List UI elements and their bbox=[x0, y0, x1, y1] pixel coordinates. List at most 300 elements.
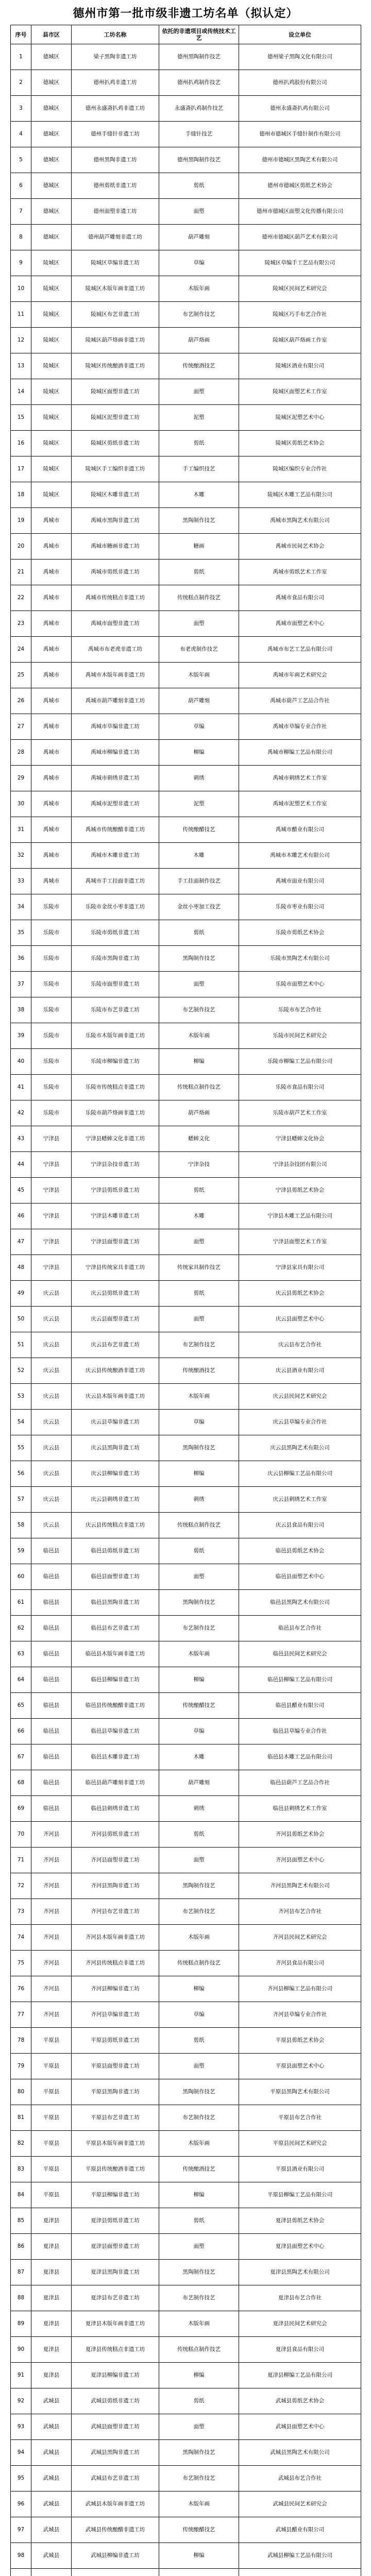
cell-index: 81 bbox=[11, 2105, 31, 2131]
cell-index: 44 bbox=[11, 1152, 31, 1178]
cell-index: 3 bbox=[11, 96, 31, 122]
cell-establishing-unit: 陵城区民间艺术研究会 bbox=[239, 276, 361, 302]
cell-heritage-item: 布艺制作技艺 bbox=[159, 302, 239, 328]
cell-index: 14 bbox=[11, 379, 31, 405]
cell-establishing-unit: 临邑县布艺合作社 bbox=[239, 1616, 361, 1641]
cell-establishing-unit: 禹城市面塑艺术中心 bbox=[239, 611, 361, 637]
cell-heritage-item: 传统酿酒技艺 bbox=[159, 1358, 239, 1384]
cell-establishing-unit: 平原县民间艺术研究会 bbox=[239, 2131, 361, 2157]
table-row bbox=[11, 379, 361, 405]
cell-index: 71 bbox=[11, 1848, 31, 1873]
cell-index: 79 bbox=[11, 2054, 31, 2079]
cell-establishing-unit: 乐陵市黑陶艺术有限公司 bbox=[239, 946, 361, 972]
cell-heritage-item: 面塑 bbox=[159, 1564, 239, 1590]
cell-workshop-name: 临邑县草编非遗工坊 bbox=[72, 1719, 159, 1744]
cell-index: 65 bbox=[11, 1693, 31, 1719]
cell-heritage-item: 糖画 bbox=[159, 534, 239, 560]
cell-workshop-name: 宁津县杂技非遗工坊 bbox=[72, 1152, 159, 1178]
cell-workshop-name: 宁津县传统家具非遗工坊 bbox=[72, 1255, 159, 1281]
cell-heritage-item: 葫芦雕刻 bbox=[159, 225, 239, 250]
cell-establishing-unit: 陵城区酒业有限公司 bbox=[239, 353, 361, 379]
cell-index: 4 bbox=[11, 122, 31, 147]
table-row bbox=[11, 1513, 361, 1538]
cell-index: 8 bbox=[11, 225, 31, 250]
cell-heritage-item: 木雕 bbox=[159, 843, 239, 869]
cell-heritage-item: 黑陶制作技艺 bbox=[159, 1435, 239, 1461]
cell-index: 74 bbox=[11, 1925, 31, 1951]
cell-heritage-item: 剪纸 bbox=[159, 1822, 239, 1848]
cell-county: 夏津县 bbox=[31, 2337, 72, 2363]
cell-heritage-item: 面塑 bbox=[159, 972, 239, 997]
cell-workshop-name: 德州黑陶非遗工坊 bbox=[72, 147, 159, 173]
table-row bbox=[11, 2260, 361, 2285]
cell-workshop-name: 夏津县黑陶非遗工坊 bbox=[72, 2260, 159, 2285]
cell-heritage-item: 面塑 bbox=[159, 2234, 239, 2260]
cell-county: 乐陵市 bbox=[31, 997, 72, 1023]
header-heritage-item: 依托的非遗项目或传统技术工艺 bbox=[159, 25, 239, 44]
cell-county: 德城区 bbox=[31, 225, 72, 250]
cell-heritage-item: 葫芦雕刻 bbox=[159, 1770, 239, 1796]
cell-county: 陵城区 bbox=[31, 328, 72, 353]
cell-workshop-name: 临邑县剪纸非遗工坊 bbox=[72, 1538, 159, 1564]
cell-index: 50 bbox=[11, 1307, 31, 1332]
cell-workshop-name: 武城县布艺非遗工坊 bbox=[72, 2466, 159, 2492]
cell-workshop-name: 禹城市木版年画非遗工坊 bbox=[72, 663, 159, 688]
cell-workshop-name: 乐陵市传统糕点非遗工坊 bbox=[72, 1075, 159, 1100]
cell-index: 36 bbox=[11, 946, 31, 972]
cell-workshop-name: 临邑县面塑非遗工坊 bbox=[72, 1564, 159, 1590]
cell-workshop-name: 齐河县草编非遗工坊 bbox=[72, 2002, 159, 2028]
cell-workshop-name: 乐陵市剪纸非遗工坊 bbox=[72, 920, 159, 946]
cell-establishing-unit: 乐陵市葫芦艺术工作室 bbox=[239, 1100, 361, 1126]
cell-heritage-item: 面塑 bbox=[159, 1848, 239, 1873]
cell-heritage-item: 德州扒鸡制作技艺 bbox=[159, 70, 239, 96]
cell-county: 临邑县 bbox=[31, 1667, 72, 1693]
cell-heritage-item: 柳编 bbox=[159, 1976, 239, 2002]
cell-index: 94 bbox=[11, 2440, 31, 2466]
cell-establishing-unit: 德州市德城区手缝针制作有限公司 bbox=[239, 122, 361, 147]
table-row bbox=[11, 1384, 361, 1410]
cell-index: 68 bbox=[11, 1770, 31, 1796]
cell-establishing-unit: 临邑县草编专业合作社 bbox=[239, 1719, 361, 1744]
table-row bbox=[11, 1100, 361, 1126]
cell-county: 禹城市 bbox=[31, 817, 72, 843]
table-header bbox=[11, 25, 361, 44]
cell-establishing-unit: 齐河县面塑艺术中心 bbox=[239, 1848, 361, 1873]
table-row bbox=[11, 585, 361, 611]
cell-index: 69 bbox=[11, 1796, 31, 1822]
cell-county: 夏津县 bbox=[31, 2311, 72, 2337]
cell-establishing-unit: 禹城市食品有限公司 bbox=[239, 585, 361, 611]
cell-heritage-item: 面塑 bbox=[159, 199, 239, 225]
cell-workshop-name: 齐河县柳编非遗工坊 bbox=[72, 1976, 159, 2002]
cell-workshop-name: 临邑县布艺非遗工坊 bbox=[72, 1616, 159, 1641]
cell-index: 97 bbox=[11, 2517, 31, 2543]
cell-heritage-item: 木雕 bbox=[159, 1204, 239, 1229]
cell-index: 61 bbox=[11, 1590, 31, 1616]
cell-heritage-item: 面塑 bbox=[159, 2414, 239, 2440]
table-row bbox=[11, 1229, 361, 1255]
cell-index: 52 bbox=[11, 1358, 31, 1384]
cell-workshop-name: 平原县木版年画非遗工坊 bbox=[72, 2131, 159, 2157]
cell-establishing-unit: 临邑县醋业有限公司 bbox=[239, 1693, 361, 1719]
cell-county: 齐河县 bbox=[31, 1848, 72, 1873]
cell-establishing-unit: 夏津县剪纸艺术协会 bbox=[239, 2208, 361, 2234]
table-row bbox=[11, 147, 361, 173]
cell-heritage-item: 传统糕点制作技艺 bbox=[159, 1513, 239, 1538]
cell-establishing-unit bbox=[239, 2569, 361, 2576]
table-row bbox=[11, 1204, 361, 1229]
cell-workshop-name: 禹城市葫芦雕刻非遗工坊 bbox=[72, 688, 159, 714]
cell-establishing-unit: 临邑县面塑艺术中心 bbox=[239, 1564, 361, 1590]
cell-workshop-name: 平原县传统酿酒非遗工坊 bbox=[72, 2157, 159, 2182]
cell-heritage-item: 布艺制作技艺 bbox=[159, 1899, 239, 1925]
cell-workshop-name: 齐河县木版年画非遗工坊 bbox=[72, 1925, 159, 1951]
cell-establishing-unit: 齐河县黑陶艺术有限公司 bbox=[239, 1873, 361, 1899]
cell-index: 92 bbox=[11, 2388, 31, 2414]
cell-heritage-item: 面塑 bbox=[159, 379, 239, 405]
cell-index: 42 bbox=[11, 1100, 31, 1126]
cell-index: 62 bbox=[11, 1616, 31, 1641]
cell-heritage-item: 草编 bbox=[159, 250, 239, 276]
cell-workshop-name: 禹城市泥塑非遗工坊 bbox=[72, 791, 159, 817]
cell-establishing-unit: 武城县民间艺术研究会 bbox=[239, 2492, 361, 2517]
table-row bbox=[11, 1152, 361, 1178]
cell-county: 临邑县 bbox=[31, 1616, 72, 1641]
cell-county: 禹城市 bbox=[31, 843, 72, 869]
table-row bbox=[11, 2028, 361, 2054]
cell-establishing-unit: 庆云县草编专业合作社 bbox=[239, 1410, 361, 1435]
cell-county: 宁津县 bbox=[31, 1204, 72, 1229]
cell-workshop-name: 齐河县黑陶非遗工坊 bbox=[72, 1873, 159, 1899]
cell-establishing-unit: 德州梁子黑陶文化有限公司 bbox=[239, 44, 361, 70]
cell-workshop-name: 梁子黑陶非遗工坊 bbox=[72, 44, 159, 70]
table-row bbox=[11, 225, 361, 250]
cell-index: 38 bbox=[11, 997, 31, 1023]
cell-county: 武城县 bbox=[31, 2517, 72, 2543]
table-row bbox=[11, 1719, 361, 1744]
cell-workshop-name: 禹城市柳编非遗工坊 bbox=[72, 740, 159, 766]
cell-index: 31 bbox=[11, 817, 31, 843]
table-row bbox=[11, 2002, 361, 2028]
cell-establishing-unit: 庆云县柳编工艺品有限公司 bbox=[239, 1461, 361, 1487]
cell-county: 庆云县 bbox=[31, 1513, 72, 1538]
table-row bbox=[11, 1358, 361, 1384]
table-row bbox=[11, 1255, 361, 1281]
cell-establishing-unit: 乐陵市柳编工艺品有限公司 bbox=[239, 1049, 361, 1075]
cell-heritage-item: 传统酿酒技艺 bbox=[159, 2157, 239, 2182]
cell-workshop-name: 夏津县柳编非遗工坊 bbox=[72, 2363, 159, 2388]
table-row bbox=[11, 70, 361, 96]
cell-establishing-unit: 乐陵市面塑艺术中心 bbox=[239, 972, 361, 997]
cell-index: 93 bbox=[11, 2414, 31, 2440]
cell-county: 临邑县 bbox=[31, 1564, 72, 1590]
cell-index: 95 bbox=[11, 2466, 31, 2492]
cell-workshop-name: 德州剪纸非遗工坊 bbox=[72, 173, 159, 199]
cell-county: 乐陵市 bbox=[31, 946, 72, 972]
cell-index: 28 bbox=[11, 740, 31, 766]
cell-establishing-unit: 乐陵市民间艺术研究会 bbox=[239, 1023, 361, 1049]
cell-county: 乐陵市 bbox=[31, 1023, 72, 1049]
table-row bbox=[11, 2440, 361, 2466]
cell-county: 禹城市 bbox=[31, 534, 72, 560]
cell-heritage-item: 剪纸 bbox=[159, 2028, 239, 2054]
cell-workshop-name: 陵城区木版年画非遗工坊 bbox=[72, 276, 159, 302]
cell-index: 48 bbox=[11, 1255, 31, 1281]
cell-index: 51 bbox=[11, 1332, 31, 1358]
cell-heritage-item: 蟋蟀文化 bbox=[159, 1126, 239, 1152]
cell-county: 夏津县 bbox=[31, 2234, 72, 2260]
cell-establishing-unit: 德州市德城区剪纸艺术协会 bbox=[239, 173, 361, 199]
cell-county: 临邑县 bbox=[31, 1641, 72, 1667]
cell-index: 82 bbox=[11, 2131, 31, 2157]
cell-heritage-item: 刺绣 bbox=[159, 1487, 239, 1513]
cell-workshop-name: 临邑县刺绣非遗工坊 bbox=[72, 1796, 159, 1822]
cell-workshop-name: 庆云县面塑非遗工坊 bbox=[72, 1307, 159, 1332]
cell-establishing-unit: 齐河县民间艺术研究会 bbox=[239, 1925, 361, 1951]
cell-heritage-item: 永盛斋扒鸡制作技艺 bbox=[159, 96, 239, 122]
table-row bbox=[11, 1744, 361, 1770]
cell-establishing-unit: 乐陵市食品有限公司 bbox=[239, 1075, 361, 1100]
cell-county: 宁津县 bbox=[31, 1229, 72, 1255]
cell-workshop-name: 武城县黑陶非遗工坊 bbox=[72, 2440, 159, 2466]
cell-index: 72 bbox=[11, 1873, 31, 1899]
table-row bbox=[11, 894, 361, 920]
cell-workshop-name: 乐陵市黑陶非遗工坊 bbox=[72, 946, 159, 972]
cell-establishing-unit: 陵城区剪纸艺术协会 bbox=[239, 431, 361, 456]
cell-workshop-name: 陵城区传统酿酒非遗工坊 bbox=[72, 353, 159, 379]
cell-establishing-unit: 禹城市木雕艺术有限公司 bbox=[239, 843, 361, 869]
cell-heritage-item: 布艺制作技艺 bbox=[159, 2285, 239, 2311]
table-row bbox=[11, 740, 361, 766]
cell-establishing-unit: 临邑县剪纸艺术协会 bbox=[239, 1538, 361, 1564]
cell-establishing-unit: 宁津县家具有限公司 bbox=[239, 1255, 361, 1281]
cell-establishing-unit: 禹城市剪纸艺术工作室 bbox=[239, 560, 361, 585]
cell-heritage-item: 面塑 bbox=[159, 2054, 239, 2079]
table-row bbox=[11, 2079, 361, 2105]
cell-establishing-unit: 宁津县蟋蟀文化协会 bbox=[239, 1126, 361, 1152]
cell-index: 12 bbox=[11, 328, 31, 353]
cell-establishing-unit: 宁津县木雕工艺品有限公司 bbox=[239, 1204, 361, 1229]
table-row bbox=[11, 1538, 361, 1564]
cell-county: 齐河县 bbox=[31, 1899, 72, 1925]
table-row bbox=[11, 173, 361, 199]
cell-county: 夏津县 bbox=[31, 2260, 72, 2285]
cell-county: 宁津县 bbox=[31, 1126, 72, 1152]
cell-county: 平原县 bbox=[31, 2131, 72, 2157]
cell-workshop-name bbox=[72, 2569, 159, 2576]
cell-county: 乐陵市 bbox=[31, 920, 72, 946]
cell-workshop-name: 陵城区布艺非遗工坊 bbox=[72, 302, 159, 328]
cell-index: 80 bbox=[11, 2079, 31, 2105]
cell-index: 6 bbox=[11, 173, 31, 199]
cell-county: 陵城区 bbox=[31, 482, 72, 508]
cell-workshop-name: 武城县柳编非遗工坊 bbox=[72, 2543, 159, 2569]
table-row bbox=[11, 1899, 361, 1925]
cell-establishing-unit: 禹城市布艺工艺品有限公司 bbox=[239, 637, 361, 663]
cell-heritage-item: 柳编 bbox=[159, 2543, 239, 2569]
cell-heritage-item: 手工编织技艺 bbox=[159, 456, 239, 482]
table-row bbox=[11, 276, 361, 302]
table-row bbox=[11, 1564, 361, 1590]
table-row bbox=[11, 482, 361, 508]
cell-index: 11 bbox=[11, 302, 31, 328]
cell-heritage-item: 黑陶制作技艺 bbox=[159, 946, 239, 972]
cell-heritage-item: 葫芦烙画 bbox=[159, 328, 239, 353]
cell-heritage-item: 传统酿醋技艺 bbox=[159, 2517, 239, 2543]
cell-establishing-unit: 平原县酒业有限公司 bbox=[239, 2157, 361, 2182]
table-row bbox=[11, 353, 361, 379]
table-row bbox=[11, 791, 361, 817]
cell-county: 陵城区 bbox=[31, 353, 72, 379]
cell-workshop-name: 禹城市传统酿醋非遗工坊 bbox=[72, 817, 159, 843]
cell-heritage-item: 黑陶制作技艺 bbox=[159, 2079, 239, 2105]
cell-workshop-name: 平原县面塑非遗工坊 bbox=[72, 2054, 159, 2079]
cell-county: 德城区 bbox=[31, 147, 72, 173]
cell-index: 22 bbox=[11, 585, 31, 611]
cell-establishing-unit: 德州市德城区面塑文化传播有限公司 bbox=[239, 199, 361, 225]
table-row bbox=[11, 2363, 361, 2388]
cell-county: 临邑县 bbox=[31, 1770, 72, 1796]
cell-workshop-name: 禹城市刺绣非遗工坊 bbox=[72, 766, 159, 791]
cell-index: 27 bbox=[11, 714, 31, 740]
cell-county: 陵城区 bbox=[31, 250, 72, 276]
cell-index: 49 bbox=[11, 1281, 31, 1307]
table-row bbox=[11, 817, 361, 843]
cell-workshop-name: 乐陵市金丝小枣非遗工坊 bbox=[72, 894, 159, 920]
header-workshop-name: 工坊名称 bbox=[72, 25, 159, 44]
cell-establishing-unit: 乐陵市剪纸艺术协会 bbox=[239, 920, 361, 946]
cell-establishing-unit: 宁津县剪纸艺术协会 bbox=[239, 1178, 361, 1204]
cell-establishing-unit: 夏津县民间艺术研究会 bbox=[239, 2311, 361, 2337]
table-row bbox=[11, 1075, 361, 1100]
cell-index: 46 bbox=[11, 1204, 31, 1229]
cell-workshop-name: 禹城市传统糕点非遗工坊 bbox=[72, 585, 159, 611]
cell-establishing-unit: 禹城市泥塑艺术工作室 bbox=[239, 791, 361, 817]
table-row bbox=[11, 2414, 361, 2440]
cell-index: 41 bbox=[11, 1075, 31, 1100]
table-row bbox=[11, 96, 361, 122]
cell-establishing-unit: 陵城区巧手布艺合作社 bbox=[239, 302, 361, 328]
cell-county: 武城县 bbox=[31, 2388, 72, 2414]
cell-county: 禹城市 bbox=[31, 508, 72, 534]
cell-workshop-name: 宁津县剪纸非遗工坊 bbox=[72, 1178, 159, 1204]
cell-heritage-item: 木版年画 bbox=[159, 276, 239, 302]
cell-workshop-name: 庆云县剪纸非遗工坊 bbox=[72, 1281, 159, 1307]
cell-workshop-name: 庆云县黑陶非遗工坊 bbox=[72, 1435, 159, 1461]
cell-index: 87 bbox=[11, 2260, 31, 2285]
document-title: 德州市第一批市级非遗工坊名单（拟认定） bbox=[73, 6, 298, 20]
cell-index: 73 bbox=[11, 1899, 31, 1925]
cell-county: 临邑县 bbox=[31, 1796, 72, 1822]
table-row bbox=[11, 1693, 361, 1719]
cell-establishing-unit: 临邑县葫芦工艺品合作社 bbox=[239, 1770, 361, 1796]
cell-workshop-name: 临邑县传统酿醋非遗工坊 bbox=[72, 1693, 159, 1719]
cell-index: 98 bbox=[11, 2543, 31, 2569]
cell-index: 5 bbox=[11, 147, 31, 173]
cell-county bbox=[31, 2569, 72, 2576]
cell-heritage-item: 手缝针技艺 bbox=[159, 122, 239, 147]
cell-county: 齐河县 bbox=[31, 1951, 72, 1976]
cell-heritage-item: 草编 bbox=[159, 1719, 239, 1744]
cell-establishing-unit: 陵城区木雕工艺品有限公司 bbox=[239, 482, 361, 508]
cell-workshop-name: 夏津县面塑非遗工坊 bbox=[72, 2234, 159, 2260]
table-row bbox=[11, 688, 361, 714]
cell-heritage-item: 黑陶制作技艺 bbox=[159, 508, 239, 534]
cell-county: 禹城市 bbox=[31, 611, 72, 637]
cell-index: 86 bbox=[11, 2234, 31, 2260]
cell-establishing-unit: 夏津县黑陶艺术有限公司 bbox=[239, 2260, 361, 2285]
cell-heritage-item: 剪纸 bbox=[159, 173, 239, 199]
cell-county: 德城区 bbox=[31, 122, 72, 147]
cell-index: 35 bbox=[11, 920, 31, 946]
cell-heritage-item: 草编 bbox=[159, 714, 239, 740]
table-row bbox=[11, 2234, 361, 2260]
cell-establishing-unit: 武城县柳编工艺品有限公司 bbox=[239, 2543, 361, 2569]
cell-heritage-item: 传统酿醋技艺 bbox=[159, 1693, 239, 1719]
cell-heritage-item: 布艺制作技艺 bbox=[159, 2466, 239, 2492]
cell-heritage-item: 剪纸 bbox=[159, 2388, 239, 2414]
cell-establishing-unit: 陵城区面塑艺术工作室 bbox=[239, 379, 361, 405]
table-row bbox=[11, 1770, 361, 1796]
cell-heritage-item: 木版年画 bbox=[159, 1925, 239, 1951]
cell-index: 10 bbox=[11, 276, 31, 302]
cell-county: 禹城市 bbox=[31, 663, 72, 688]
cell-county: 陵城区 bbox=[31, 379, 72, 405]
cell-workshop-name: 齐河县面塑非遗工坊 bbox=[72, 1848, 159, 1873]
table-row bbox=[11, 2466, 361, 2492]
table-row bbox=[11, 1487, 361, 1513]
cell-establishing-unit: 庆云县食品有限公司 bbox=[239, 1513, 361, 1538]
cell-index: 88 bbox=[11, 2285, 31, 2311]
cell-county: 乐陵市 bbox=[31, 1100, 72, 1126]
header-index: 序号 bbox=[11, 25, 31, 44]
cell-index: 17 bbox=[11, 456, 31, 482]
cell-establishing-unit: 庆云县剪纸艺术协会 bbox=[239, 1281, 361, 1307]
table-row bbox=[11, 766, 361, 791]
cell-county: 庆云县 bbox=[31, 1487, 72, 1513]
cell-index: 29 bbox=[11, 766, 31, 791]
cell-workshop-name: 德州手缝针非遗工坊 bbox=[72, 122, 159, 147]
cell-heritage-item: 柳编 bbox=[159, 2363, 239, 2388]
cell-workshop-name: 临邑县葫芦雕刻非遗工坊 bbox=[72, 1770, 159, 1796]
cell-workshop-name: 禹城市黑陶非遗工坊 bbox=[72, 508, 159, 534]
table-row bbox=[11, 1435, 361, 1461]
cell-workshop-name: 禹城市手工挂面非遗工坊 bbox=[72, 869, 159, 894]
cell-county: 庆云县 bbox=[31, 1410, 72, 1435]
cell-county: 庆云县 bbox=[31, 1332, 72, 1358]
workshop-table bbox=[10, 25, 361, 2576]
cell-heritage-item: 黑陶制作技艺 bbox=[159, 1590, 239, 1616]
cell-establishing-unit: 临邑县柳编工艺品有限公司 bbox=[239, 1667, 361, 1693]
cell-workshop-name: 禹城市草编非遗工坊 bbox=[72, 714, 159, 740]
cell-establishing-unit: 临邑县黑陶艺术有限公司 bbox=[239, 1590, 361, 1616]
table-row bbox=[11, 1178, 361, 1204]
cell-county: 德城区 bbox=[31, 96, 72, 122]
cell-establishing-unit: 德州永盛斋扒鸡有限公司 bbox=[239, 96, 361, 122]
cell-workshop-name: 禹城市糖画非遗工坊 bbox=[72, 534, 159, 560]
cell-index: 20 bbox=[11, 534, 31, 560]
cell-workshop-name: 乐陵市木版年画非遗工坊 bbox=[72, 1023, 159, 1049]
table-row bbox=[11, 663, 361, 688]
cell-heritage-item: 传统糕点制作技艺 bbox=[159, 585, 239, 611]
cell-heritage-item: 传统酿醋技艺 bbox=[159, 817, 239, 843]
cell-establishing-unit: 陵城区编织专业合作社 bbox=[239, 456, 361, 482]
cell-index: 66 bbox=[11, 1719, 31, 1744]
cell-establishing-unit: 禹城市面业有限公司 bbox=[239, 869, 361, 894]
table-row bbox=[11, 431, 361, 456]
cell-establishing-unit: 庆云县民间艺术研究会 bbox=[239, 1384, 361, 1410]
